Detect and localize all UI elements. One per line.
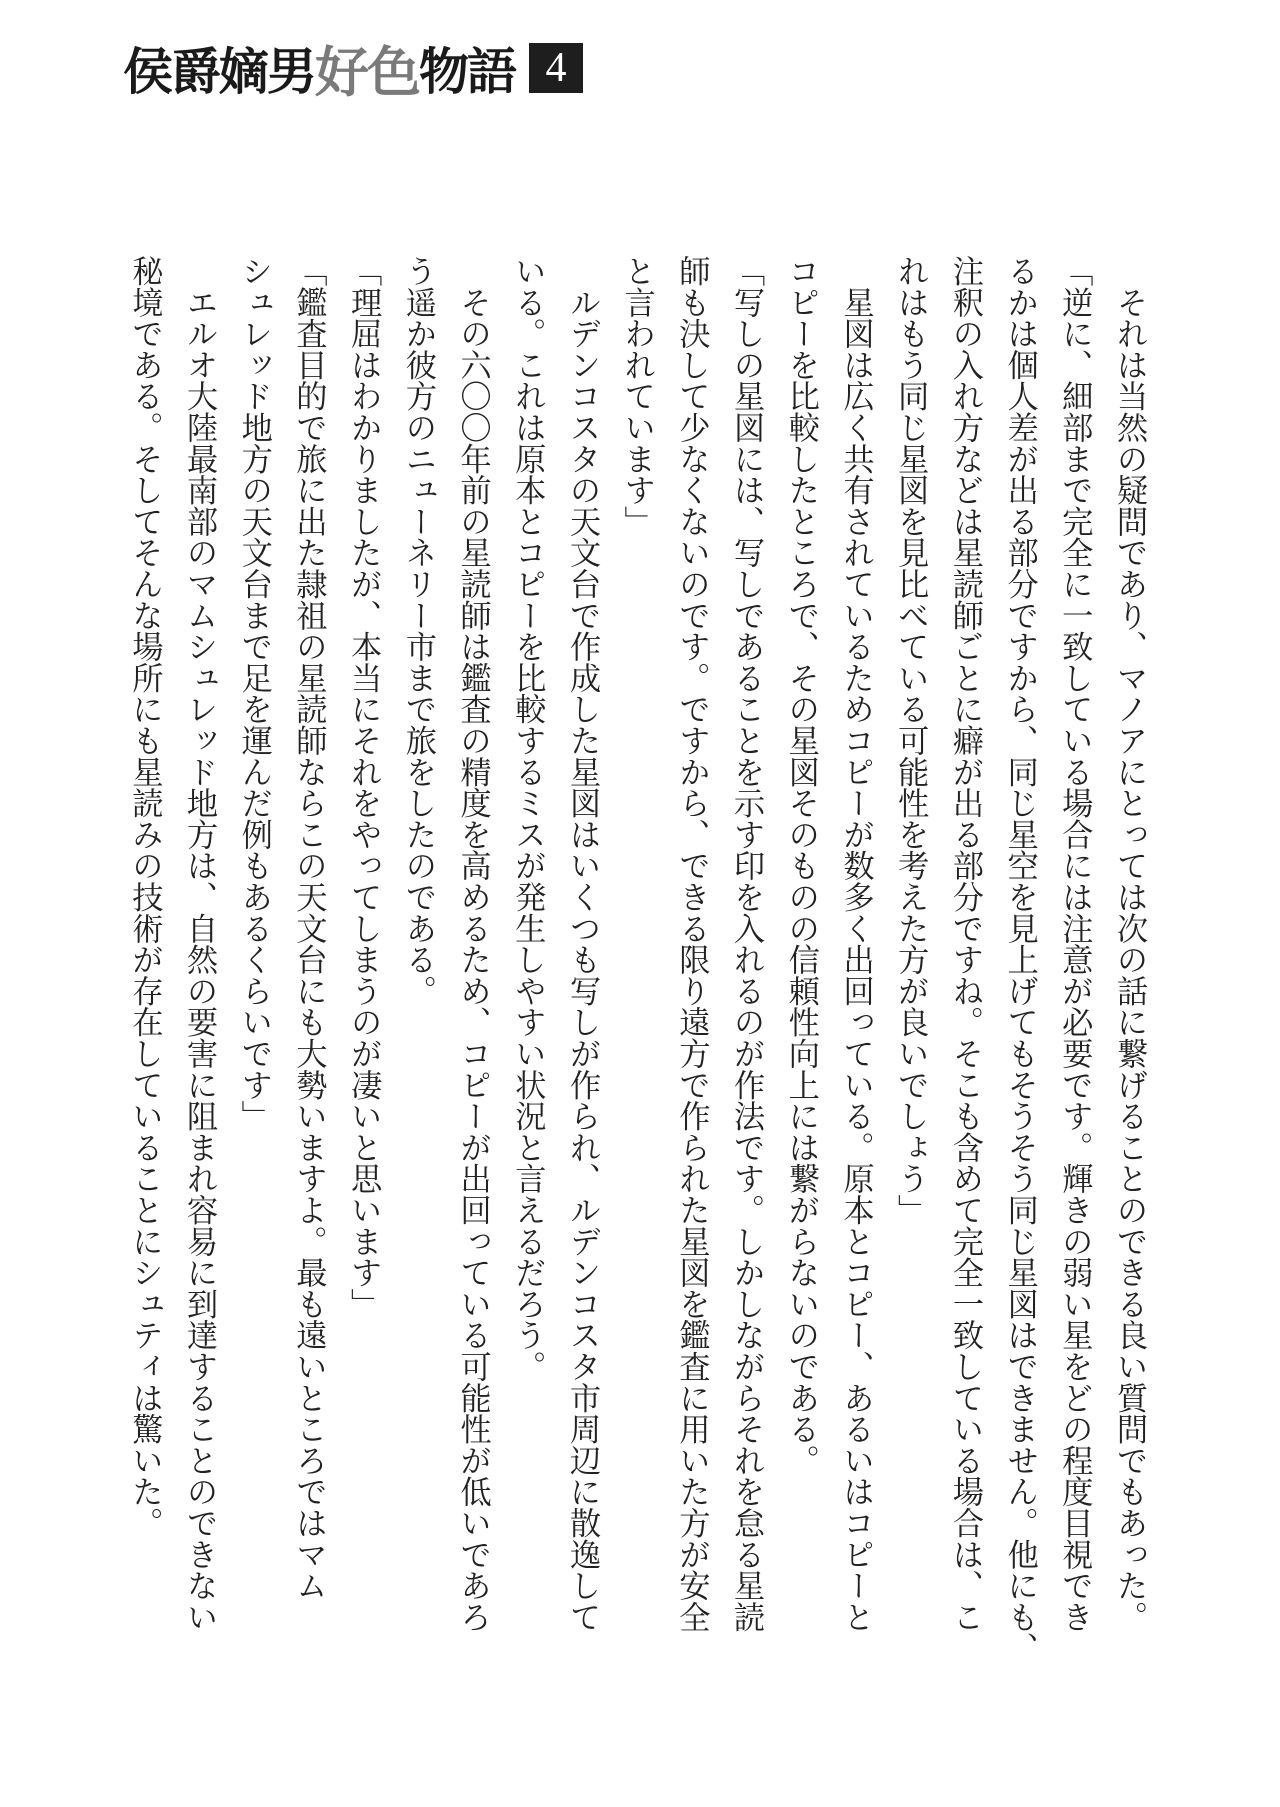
title-text-accent: 好色 — [315, 39, 419, 104]
text-line: 注釈の入れ方などは星読師ごとに癖が出る部分ですね。そこも含めて完全一致している場合は、こ — [946, 255, 983, 1633]
text-line: 「逆に、細部まで完全に一致している場合には注意が必要です。輝きの弱い星をどの程度目視でき — [1056, 255, 1093, 1633]
text-line: 「鑑査目的で旅に出た隷祖の星読師ならこの天文台にも大勢いますよ。最も遠いところではマム — [290, 255, 327, 1601]
text-line: それは当然の疑問であり、マノアにとっては次の話に繋げることのできる良い質問でもあった。 — [1111, 255, 1147, 1633]
text-line: るかは個人差が出る部分ですから、同じ星空を見上げてもそうそう同じ星図はできません。他にも、 — [1001, 255, 1038, 1664]
text-line: シュレッド地方の天文台まで足を運んだ例もあるくらいです」 — [235, 255, 272, 1132]
text-line: れはもう同じ星図を見比べている可能性を考えた方が良いでしょう」 — [892, 255, 929, 1226]
title-text-post: 物語 — [419, 42, 515, 101]
text-line: 「写しの星図には、写しであることを示す印を入れるのが作法です。しかしながらそれを怠る星読 — [728, 255, 765, 1633]
text-line: いる。これは原本とコピーを比較するミスが発生しやすい状況と言えるだろう。 — [509, 255, 546, 1382]
text-line: ルデンコスタの天文台で作成した星図はいくつも写しが作られ、ルデンコスタ市周辺に散逸して — [563, 255, 600, 1633]
title-text-pre: 侯爵嫡男 — [123, 42, 315, 101]
text-line: コピーを比較したところで、その星図そのものの信頼性向上には繋がらないのである。 — [782, 255, 819, 1476]
text-line: 「理屈はわかりましたが、本当にそれをやってしまうのが凄いと思います」 — [345, 255, 382, 1320]
text-line: 秘境である。そしてそんな場所にも星読みの技術が存在していることにシュティは驚いた。 — [126, 255, 163, 1539]
text-line: う遥か彼方のニューネリー市まで旅をしたのである。 — [399, 255, 436, 1007]
text-line: その六〇〇年前の星読師は鑑査の精度を高めるため、コピーが出回っている可能性が低いであろ — [454, 255, 491, 1633]
volume-badge: 4 — [529, 43, 583, 93]
vertical-body-text — [116, 255, 1156, 1664]
running-header-title — [123, 39, 583, 104]
text-line: エルオ大陸最南部のマムシュレッド地方は、自然の要害に阻まれ容易に到達することのできない — [181, 255, 218, 1633]
text-line: 師も決して少なくないのです。ですから、できる限り遠方で作られた星図を鑑査に用いた方が安全 — [673, 255, 710, 1633]
text-line: 星図は広く共有されているためコピーが数多く出回っている。原本とコピー、あるいはコピーと — [837, 255, 874, 1633]
text-line: と言われています」 — [618, 255, 655, 537]
